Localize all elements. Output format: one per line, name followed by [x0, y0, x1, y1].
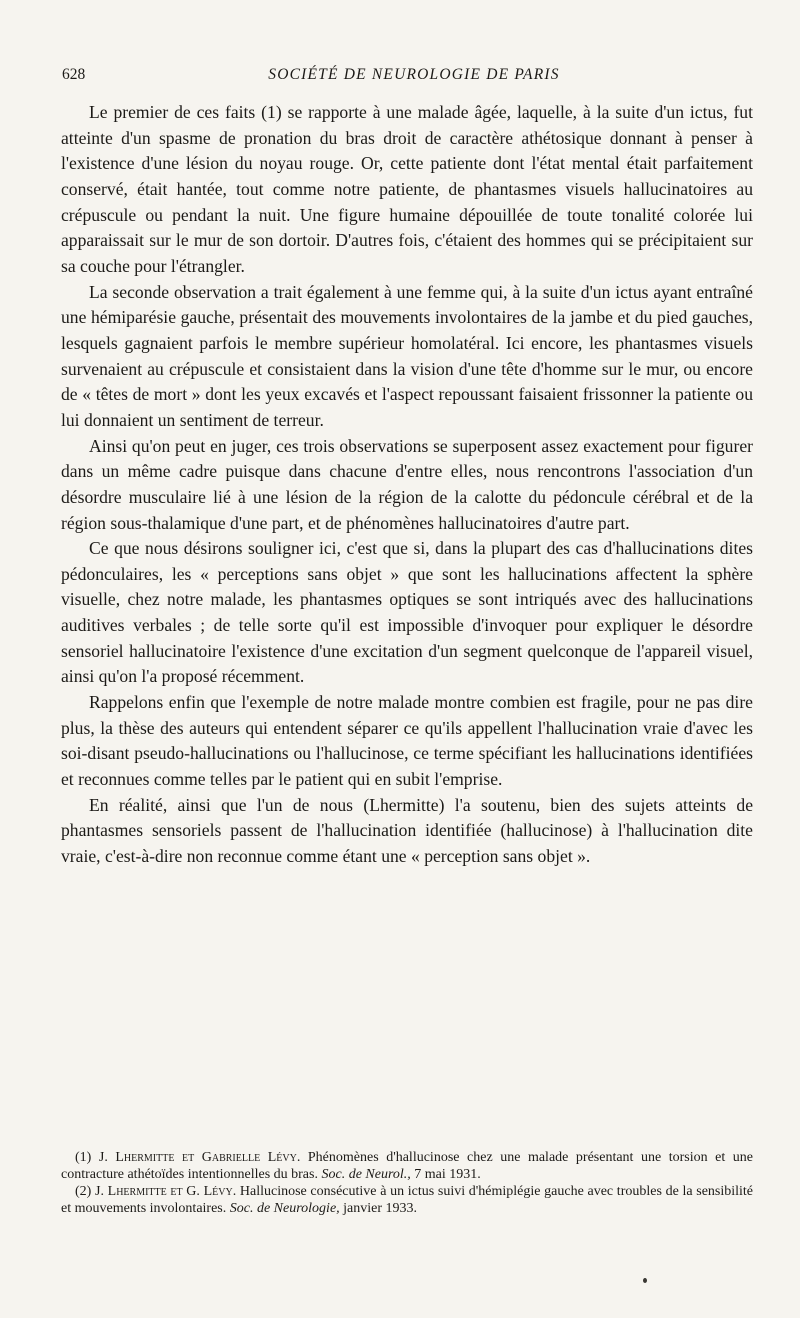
paragraph: Le premier de ces faits (1) se rapporte à une malade âgée, laquelle, à la suite d'un ictus, fut atteinte d'un spasme de pronation du bras droit de caractère athétosique donnant à penser à l'existence d'une lésion du noyau rouge. Or, cette patiente dont l'état mental était parfaitement conservé, était hantée, tout comme notre patiente, de phantasmes visuels hallucinatoires au crépuscule ou pendant la nuit. Une figure humaine dépouillée de toute tonalité colorée lui apparaissait sur le mur de son dortoir. D'autres fois, c'étaient des hommes qui se précipitaient sur sa couche pour l'étrangler. — [61, 102, 753, 276]
footnote-marker: (2) — [75, 1184, 92, 1200]
footnote-journal: Soc. de Neurol., — [321, 1166, 411, 1182]
footnote-title: Phénomènes d'hallucinose chez une malade présentant une torsion et une contracture athétoïdes intentionnelles du bras. — [61, 1150, 754, 1182]
footnote-date: janvier 1933. — [343, 1200, 418, 1216]
paragraph: Ce que nous désirons souligner ici, c'est que si, dans la plupart des cas d'hallucinations dites pédonculaires, les « perceptions sans objet » que sont les hallucinations affectent la sphère visuelle, chez notre malade, les phantasmes optiques se sont intriqués avec des hallucinations auditives verbales ; de telle sorte qu'il est impossible d'invoquer pour expliquer le désordre sensoriel hallucinatoire l'existence d'une excitation d'un segment quelconque de l'appareil visuel, ainsi qu'on l'a proposé récemment. — [61, 538, 753, 687]
footnote-title: Hallucinose consécutive à un ictus suivi d'hémiplégie gauche avec troubles de la sensibilité et mouvements involontaires. — [61, 1184, 754, 1216]
footnote-authors: J. Lhermitte et Gabrielle Lévy. — [98, 1150, 301, 1165]
paragraph: En réalité, ainsi que l'un de nous (Lhermitte) l'a soutenu, bien des sujets atteints de phantasmes sensoriels passent de l'hallucination identifiée (hallucinose) à l'hallucination dite vraie, c'est-à-dire non reconnue comme étant une « perception sans objet ». — [61, 794, 753, 867]
footnote-date: 7 mai 1931. — [414, 1166, 481, 1182]
ink-speck — [643, 1278, 647, 1283]
footnote-marker: (1) — [75, 1150, 92, 1165]
footnote — [61, 1150, 753, 1183]
page-header — [62, 66, 748, 90]
body-text — [61, 100, 753, 870]
footnote — [61, 1184, 753, 1217]
footnote-authors: J. Lhermitte et G. Lévy. — [95, 1184, 237, 1200]
paragraph: La seconde observation a trait également à une femme qui, à la suite d'un ictus ayant entraîné une hémiparésie gauche, présentait des mouvements involontaires de la jambe et du pied gauches, lesquels gagnaient parfois le membre supérieur homolatéral. Ici encore, les phantasmes visuels survenaient au crépuscule et consistaient dans la vision d'une tête d'homme sur le mur, ou encore de « têtes de mort » dont les yeux excavés et l'aspect repoussant faisaient frissonner la patiente ou lui donnaient un sentiment de terreur. — [61, 281, 753, 430]
paragraph: Rappelons enfin que l'exemple de notre malade montre combien est fragile, pour ne pas dire plus, la thèse des auteurs qui entendent séparer ce qu'ils appellent l'hallucination vraie d'avec les soi-disant pseudo-hallucinations ou l'hallucinose, ce terme spécifiant les hallucinations identifiées et reconnues comme telles par le patient qui en subit l'emprise. — [61, 692, 753, 790]
paragraph: Ainsi qu'on peut en juger, ces trois observations se superposent assez exactement pour figurer dans un même cadre puisque dans chacune d'entre elles, nous rencontrons l'association d'un désordre musculaire lié à une lésion de la région de la calotte du pédoncule cérébral et de la région sous-thalamique d'une part, et de phénomènes hallucinatoires d'autre part. — [61, 435, 753, 533]
footnotes — [61, 1150, 753, 1218]
running-title: SOCIÉTÉ DE NEUROLOGIE DE PARIS — [268, 66, 560, 83]
footnote-journal: Soc. de Neurologie, — [229, 1200, 340, 1216]
page-number: 628 — [62, 66, 86, 83]
